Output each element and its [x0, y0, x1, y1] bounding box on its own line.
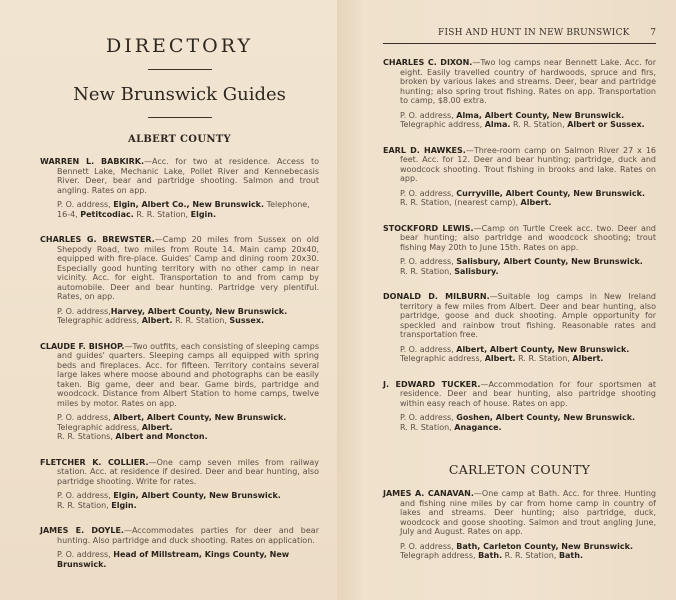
guide-entry: [40, 458, 319, 511]
guide-address: [383, 111, 656, 130]
guide-address: [383, 413, 656, 432]
guide-details: —Acc. for two at residence. Access to Bennett Lake, Mechanic Lake, Pollet River and Kennebecasis River. Deer, bear and partridge shooting. Salmon and trout angling. Rates on app.: [57, 157, 319, 195]
address-value: Albert.: [520, 198, 552, 207]
address-label: R. R. Station,: [172, 316, 230, 325]
guide-description: [40, 157, 319, 195]
address-value: Goshen, Albert County, New Brunswick.: [456, 413, 636, 422]
address-line: [400, 354, 656, 364]
guide-details: —Two log camps near Bennett Lake. Acc. for eight. Easily travelled country of hardwoods, spruce and firs, broken by various lakes and streams. Deer, bear and partridge hunting; also spring trout fishing. Rates on app. Transportation to camp, $8.00 extra.: [400, 58, 656, 105]
address-line: [400, 267, 656, 277]
address-value: Albert.: [141, 316, 173, 325]
guide-description: [383, 58, 656, 106]
address-value: Anagance.: [454, 422, 502, 432]
address-line: [400, 345, 656, 355]
guide-address: [40, 491, 319, 510]
guide-description: [383, 292, 656, 340]
guide-entry: [40, 157, 319, 219]
guide-entry: [383, 292, 656, 364]
page-number: 7: [650, 28, 656, 38]
address-value: Albert, Albert County, New Brunswick.: [113, 413, 287, 422]
address-label: Telegraphic address,: [57, 422, 142, 432]
guide-address: [40, 550, 319, 569]
guide-name: CHARLES C. DIXON.: [383, 58, 473, 67]
guide-address: [40, 200, 319, 219]
address-label: P. O. address,: [57, 491, 114, 500]
address-label: P. O. address,: [57, 200, 114, 209]
guide-address: [383, 257, 656, 276]
address-label: P. O. address,: [57, 306, 111, 316]
address-value: Alma.: [484, 120, 511, 129]
left-page: [0, 0, 337, 600]
address-value: Curryville, Albert County, New Brunswick.: [456, 188, 645, 198]
address-line: [400, 542, 656, 552]
address-label: R. R. Station,: [502, 551, 559, 560]
guide-details: —Accommodation for four sportsmen at residence. Deer and bear hunting, also partridge shooting within easy reach of house. Rates on app.: [400, 379, 656, 408]
address-label: P. O. address,: [400, 344, 457, 354]
address-label: Telegraph address,: [400, 551, 479, 560]
address-value: Elgin.: [111, 500, 137, 510]
address-label: R. R. Station,: [515, 354, 573, 363]
guide-description: [40, 235, 319, 302]
right-entry-list: [383, 58, 656, 432]
address-label: P. O. address,: [57, 413, 114, 422]
address-value: Elgin.: [190, 209, 217, 219]
guide-description: [383, 224, 656, 253]
guide-details: —Camp 20 miles from Sussex on old Shepody Road, two miles from Route 14. Main camp 20x40, equipped with fire-place. Guides' Camp and dining room 20x30. Especially good hunting territory with no other camp in near vicinity. Acc. for eight. Transportation to and from camp by automobile. Deer and bear hunting. Partridge very plentiful. Rates, on app.: [57, 235, 320, 301]
guide-details: —Camp on Turtle Creek acc. two. Deer and bear hunting; also partridge and woodcock shooting; trout fishing May 20th to June 15th. Rates on app.: [400, 223, 656, 252]
guide-name: JAMES E. DOYLE.: [40, 526, 124, 535]
address-line: [57, 491, 319, 501]
guide-details: —Two outfits, each consisting of sleeping camps and guides' quarters. Sleeping camps all equipped with spring beds and fireplaces. Acc. for fifteen. Territory contains several large lakes where moose abound and photographs can be easily taken. Big game, deer and bear. Game birds, partridge and woodcock. Distance from Albert Station to home camps, twelve miles by motor. Rates on app.: [57, 341, 320, 408]
address-value: Albert, Albert County, New Brunswick.: [456, 344, 630, 354]
address-value: Salisbury, Albert County, New Brunswick.: [456, 257, 643, 266]
address-label: P. O. address,: [400, 257, 457, 266]
right-page: [337, 0, 676, 600]
address-line: [400, 189, 656, 199]
address-label: R. R. Station,: [400, 266, 455, 276]
address-value: Bath.: [478, 551, 503, 560]
guide-name: CHARLES G. BREWSTER.: [40, 235, 155, 244]
guide-details: —Accommodates parties for deer and bear hunting. Also partridge and duck shooting. Rates on application.: [57, 526, 319, 545]
guide-address: [40, 307, 319, 326]
address-line: [400, 120, 656, 130]
guide-description: [40, 526, 319, 545]
guide-name: WARREN L. BABKIRK.: [40, 157, 145, 166]
guide-entry: [383, 224, 656, 277]
carleton-entry-list: [383, 489, 656, 561]
address-label: P. O. address,: [400, 413, 457, 422]
guide-description: [383, 489, 656, 537]
address-value: Bath, Carleton County, New Brunswick.: [456, 541, 633, 551]
address-value: Sussex.: [229, 316, 265, 325]
guide-address: [40, 413, 319, 442]
county-heading-albert: ALBERT COUNTY: [128, 134, 231, 145]
guide-entry: [383, 58, 656, 130]
address-line: [57, 432, 319, 442]
left-entry-list: [40, 157, 319, 569]
address-value: Albert or Sussex.: [567, 120, 645, 129]
guide-address: [383, 542, 656, 561]
address-line: [400, 413, 656, 423]
guides-subtitle: New Brunswick Guides: [73, 84, 286, 105]
address-label: Telephone, 16-4,: [57, 200, 310, 219]
address-line: [400, 551, 656, 561]
guide-description: [383, 380, 656, 409]
guide-address: [383, 345, 656, 364]
address-line: [57, 501, 319, 511]
guide-entry: [383, 146, 656, 208]
address-line: [57, 423, 319, 433]
address-value: Bath.: [558, 551, 583, 560]
address-value: Albert.: [141, 422, 173, 432]
address-label: P. O. address,: [400, 188, 457, 198]
address-line: [57, 413, 319, 423]
address-label: R. R. Stations,: [57, 432, 116, 441]
address-line: [400, 198, 656, 208]
address-label: P. O. address,: [57, 550, 114, 559]
guide-name: STOCKFORD LEWIS.: [383, 223, 474, 233]
address-label: Telegraphic address,: [400, 354, 485, 363]
address-label: R. R. Station,: [400, 422, 455, 432]
address-label: R. R. Station,: [133, 209, 191, 219]
guide-description: [383, 146, 656, 184]
address-value: Elgin, Albert County, New Brunswick.: [113, 491, 281, 500]
address-line: [400, 423, 656, 433]
address-line: [400, 111, 656, 121]
address-label: Telegraphic address,: [57, 316, 142, 325]
guide-entry: [40, 526, 319, 569]
subtitle-divider: [148, 117, 212, 118]
guide-details: —Suitable log camps in New Ireland territory a few miles from Albert. Deer and bear hunting, also partridge, goose and duck shooting. Ample opportunity for speckled and rainbow trout fishing. Reasonable rates and transportation free.: [400, 292, 657, 339]
guide-name: DONALD D. MILBURN.: [383, 292, 490, 301]
guide-name: EARL D. HAWKES.: [383, 145, 466, 155]
address-value: Alma, Albert County, New Brunswick.: [456, 110, 625, 120]
address-value: Albert and Moncton.: [115, 432, 208, 441]
guide-address: [383, 189, 656, 208]
guide-description: [40, 458, 319, 487]
guide-name: JAMES A. CANAVAN.: [383, 489, 474, 498]
guide-details: —Three-room camp on Salmon River 27 x 16 feet. Acc. for 12. Deer and bear hunting; partridge, duck and woodcock shooting. Trout fishing in brooks and lake. Rates on app.: [400, 145, 656, 183]
address-value: Elgin, Albert Co., New Brunswick.: [113, 200, 265, 209]
running-head-title: FISH AND HUNT IN NEW BRUNSWICK: [438, 28, 630, 38]
address-value: Salisbury.: [454, 266, 499, 276]
guide-entry: [40, 342, 319, 442]
guide-entry: [383, 489, 656, 561]
guide-entry: [40, 235, 319, 326]
address-line: [400, 257, 656, 267]
address-label: R. R. Station,: [510, 120, 568, 129]
running-head: [383, 28, 656, 44]
address-value: Albert.: [484, 354, 516, 363]
county-heading-carleton: CARLETON COUNTY: [448, 462, 591, 477]
address-label: R. R. Station,: [57, 500, 112, 510]
guide-name: FLETCHER K. COLLIER.: [40, 457, 149, 467]
guide-details: —One camp at Bath. Acc. for three. Hunting and fishing nine miles by car from home camp in country of lakes and streams. Deer hunting; also partridge, duck, woodcock and goose shooting. Salmon and trout angling June, July and August. Rates on app.: [400, 489, 656, 536]
address-value: Harvey, Albert County, New Brunswick.: [110, 306, 288, 316]
address-value: Petitcodiac.: [80, 209, 134, 219]
address-label: Telegraphic address,: [400, 120, 485, 129]
guide-name: CLAUDE F. BISHOP.: [40, 341, 125, 351]
guide-description: [40, 342, 319, 409]
address-label: R. R. Station, (nearest camp),: [400, 198, 521, 207]
address-label: P. O. address,: [400, 541, 457, 551]
address-label: P. O. address,: [400, 110, 457, 120]
guide-entry: [383, 380, 656, 433]
title-divider: [148, 69, 212, 70]
guide-details: —One camp seven miles from railway station. Acc. at residence if desired. Deer and bear hunting, also partridge shooting. Write for rates.: [57, 457, 320, 486]
address-value: Albert.: [572, 354, 604, 363]
address-value: Head of Millstream, Kings County, New Brunswick.: [57, 550, 290, 569]
guide-name: J. EDWARD TUCKER.: [383, 379, 481, 389]
directory-title: DIRECTORY: [106, 35, 253, 57]
